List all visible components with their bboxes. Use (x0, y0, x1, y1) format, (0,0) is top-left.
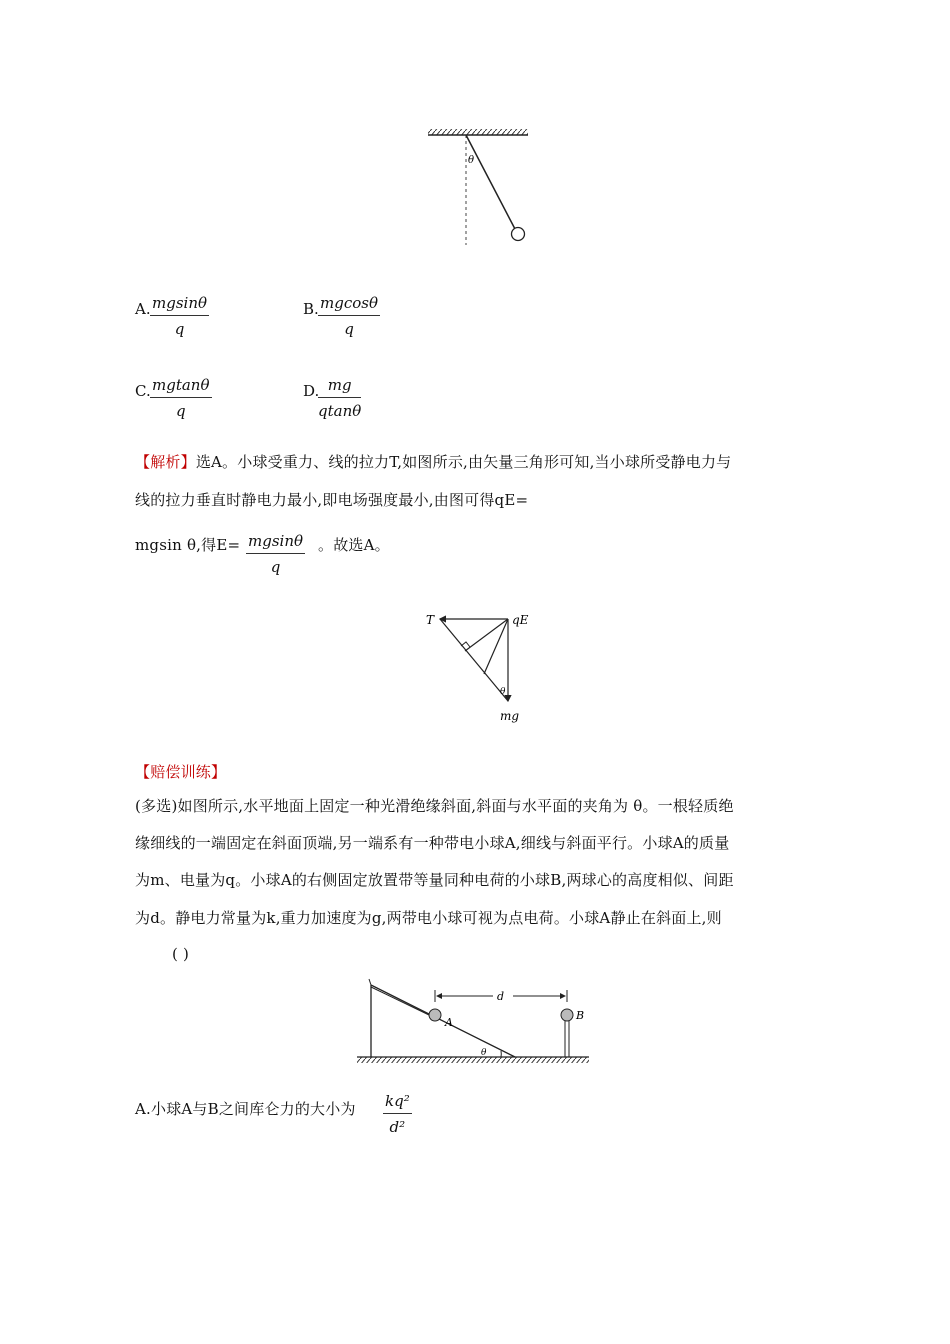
analysis-fraction-denominator: q (270, 558, 281, 576)
option-b-fraction (318, 294, 380, 338)
option-c-denominator: q (175, 402, 186, 420)
training-tag: 【赔偿训练】 (135, 763, 227, 781)
option-b-denominator: q (344, 320, 354, 338)
pendulum-figure (420, 125, 540, 250)
label-theta-incline: θ (481, 1048, 487, 1058)
ball-a (429, 1009, 441, 1021)
label-d: d (497, 990, 505, 1003)
pendulum-string (466, 135, 515, 229)
answer-a-denominator: d² (389, 1118, 406, 1136)
analysis-fraction (246, 532, 305, 576)
ball-b (561, 1009, 573, 1021)
option-a-fraction (150, 294, 209, 338)
option-d-fraction (318, 376, 361, 420)
label-mg: mg (500, 709, 520, 723)
vector-triangle-figure (420, 605, 540, 730)
answer-a-numerator: kq² (383, 1092, 412, 1114)
analysis-text-1: 选A。小球受重力、线的拉力T,如图所示,由矢量三角形可知,当小球所受静电力与 (195, 453, 732, 471)
answer-a-fraction (383, 1092, 412, 1136)
option-a-numerator: mgsinθ (150, 294, 209, 316)
hypotenuse-line (440, 619, 508, 701)
option-d-letter: D. (303, 382, 320, 400)
thread-line (371, 987, 429, 1015)
training-line-2: 缘细线的一端固定在斜面顶端,另一端系有一种带电小球A,细线与斜面平行。小球A的质量 (135, 834, 730, 852)
incline-figure (355, 975, 595, 1065)
theta-label: θ (468, 155, 475, 166)
label-t: T (426, 613, 435, 627)
analysis-tag: 【解析】 (135, 453, 196, 471)
option-b-numerator: mgcosθ (318, 294, 380, 316)
analysis-line-2: 线的拉力垂直时静电力最小,即电场强度最小,由图可得qE= (135, 491, 529, 509)
training-line-3: 为m、电量为q。小球A的右侧固定放置带等量同种电荷的小球B,两球心的高度相似、间距 (135, 871, 734, 889)
analysis-line-1 (135, 452, 731, 472)
ceiling-hatch (428, 129, 528, 135)
analysis-line-3-suffix: 。故选A。 (318, 536, 390, 554)
option-c-letter: C. (135, 382, 151, 400)
option-d-denominator: qtanθ (318, 402, 362, 420)
label-theta: θ (500, 687, 506, 697)
pendulum-ball (512, 228, 525, 241)
option-d-numerator: mg (318, 376, 361, 398)
training-line-4: 为d。静电力常量为k,重力加速度为g,两带电小球可视为点电荷。小球A静止在斜面上,则 (135, 909, 722, 927)
analysis-line-3-prefix: mgsin θ,得E= (135, 536, 241, 554)
option-a-letter: A. (135, 300, 151, 318)
analysis-fraction-numerator: mgsinθ (246, 532, 305, 554)
label-a: A (445, 1016, 453, 1029)
option-c-fraction (150, 376, 212, 420)
option-b-letter: B. (303, 300, 319, 318)
incline-slope-top (369, 979, 371, 985)
answer-blank: ( ) (172, 945, 190, 963)
option-a-denominator: q (174, 320, 185, 338)
option-c-numerator: mgtanθ (150, 376, 212, 398)
label-b: B (576, 1009, 585, 1022)
label-qe: qE (512, 613, 529, 627)
answer-a-prefix: A.小球A与B之间库仑力的大小为 (135, 1100, 356, 1118)
ground-hatch (357, 1057, 589, 1063)
training-line-1: (多选)如图所示,水平地面上固定一种光滑绝缘斜面,斜面与水平面的夹角为 θ。一根轻质绝 (135, 797, 734, 815)
